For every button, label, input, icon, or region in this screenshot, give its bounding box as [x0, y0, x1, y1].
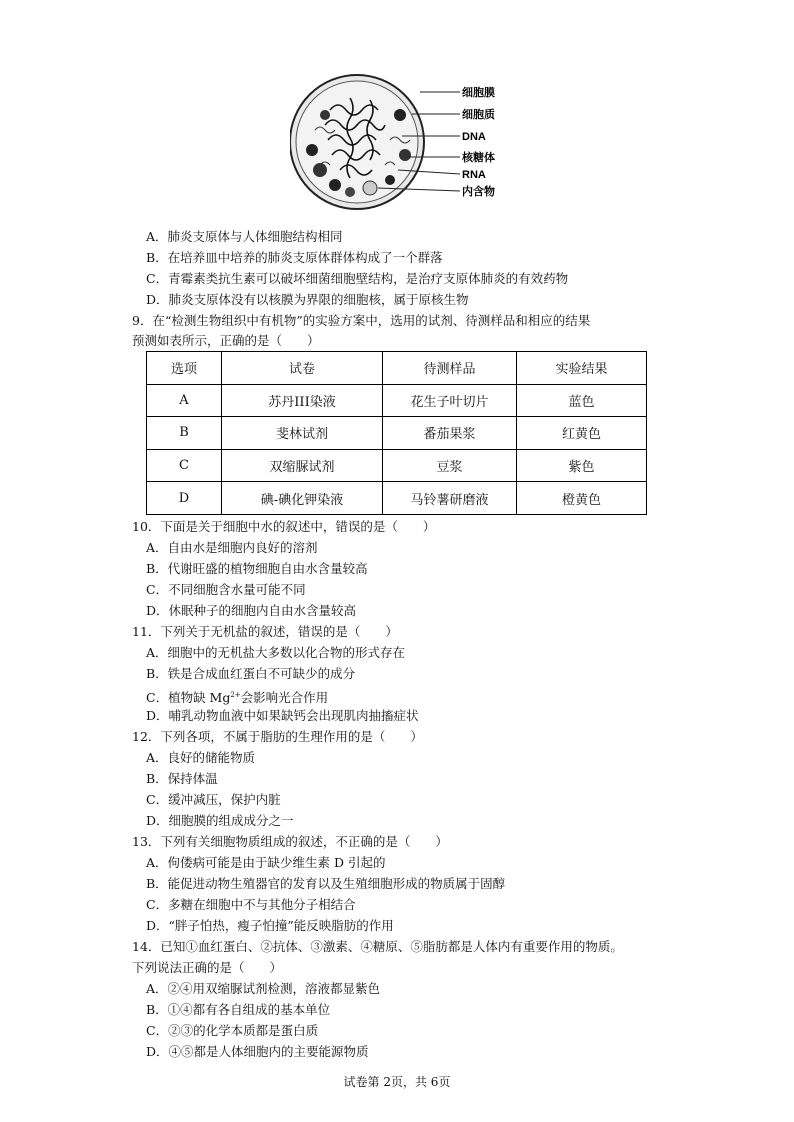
table-cell: A [147, 384, 222, 417]
ribosome-dot [385, 175, 395, 185]
table-row [147, 417, 647, 450]
table-cell: B [147, 417, 222, 450]
table-cell: 番茄果浆 [383, 417, 517, 450]
table-row [147, 384, 647, 417]
q8-option-b: B．在培养皿中培养的肺炎支原体群体构成了一个群落 [146, 250, 443, 265]
q14-stem: 14．已知①血红蛋白、②抗体、③激素、④糖原、⑤脂肪都是人体内有重要作用的物质。 [132, 939, 623, 954]
q14-option-b: B．①④都有各自组成的基本单位 [146, 1002, 331, 1017]
q11-option-a: A．细胞中的无机盐大多数以化合物的形式存在 [146, 645, 406, 660]
q8-option-c: C．青霉素类抗生素可以破坏细菌细胞壁结构，是治疗支原体肺炎的有效药物 [146, 271, 569, 286]
q13-option-c: C．多糖在细胞中不与其他分子相结合 [146, 897, 356, 912]
q14-stem-cont: 下列说法正确的是（ ） [132, 960, 283, 975]
table-header: 选项 [147, 352, 222, 385]
table-cell: 斐林试剂 [222, 417, 383, 450]
cytoplasm-shape [296, 81, 418, 203]
table-cell: C [147, 449, 222, 482]
page-footer: 试卷第 2页，共 6页 [343, 1075, 451, 1089]
table-cell: 橙黄色 [517, 482, 647, 515]
q13-option-b: B．能促进动物生殖器官的发育以及生殖细胞形成的物质属于固醇 [146, 876, 506, 891]
table-cell: 蓝色 [517, 384, 647, 417]
q11-option-c-tail: 会影响光合作用 [240, 690, 329, 706]
table-header: 实验结果 [517, 352, 647, 385]
ribosome-dot [306, 144, 318, 156]
q11-option-c [146, 687, 328, 706]
ribosome-dot [313, 163, 327, 177]
table-cell: 红黄色 [517, 417, 647, 450]
figure-label: RNA [462, 169, 486, 181]
q14-option-d: D．④⑤都是人体细胞内的主要能源物质 [146, 1044, 369, 1059]
q10-stem: 10．下面是关于细胞中水的叙述中，错误的是（ ） [132, 519, 436, 534]
ribosome-dot [399, 149, 411, 161]
table-header: 待测样品 [383, 352, 517, 385]
q10-option-b: B．代谢旺盛的植物细胞自由水含量较高 [146, 561, 368, 576]
inclusion-body [363, 181, 377, 195]
q13-option-d: D．“胖子怕热，瘦子怕撞”能反映脂肪的作用 [146, 918, 394, 933]
q14-option-c: C．②③的化学本质都是蛋白质 [146, 1023, 319, 1038]
q11-stem: 11．下列关于无机盐的叙述，错误的是（ ） [132, 624, 398, 639]
mycoplasma-cell-diagram [290, 70, 530, 220]
q12-option-b: B．保持体温 [146, 771, 218, 786]
table-header: 试卷 [222, 352, 383, 385]
table-cell: 马铃薯研磨液 [383, 482, 517, 515]
q12-option-d: D．细胞膜的组成成分之一 [146, 813, 294, 828]
table-cell: 碘-碘化钾染液 [222, 482, 383, 515]
table-row [147, 449, 647, 482]
q11-option-b: B．铁是合成血红蛋白不可缺少的成分 [146, 666, 356, 681]
q11-option-c-text: C．植物缺 Mg [146, 690, 231, 706]
q10-option-d: D．休眠种子的细胞内自由水含量较高 [146, 603, 357, 618]
superscript: 2+ [230, 691, 241, 699]
q9-stem: 9．在“检测生物组织中有机物”的实验方案中，选用的试剂、待测样品和相应的结果 [132, 313, 591, 328]
cell-diagram-svg [290, 70, 530, 220]
ribosome-dot [394, 109, 406, 121]
q8-option-d: D．肺炎支原体没有以核膜为界限的细胞核，属于原核生物 [146, 292, 469, 307]
q12-stem: 12．下列各项，不属于脂肪的生理作用的是（ ） [132, 729, 423, 744]
q12-option-a: A．良好的储能物质 [146, 750, 256, 765]
q9-stem-cont: 预测如表所示，正确的是（ ） [132, 333, 320, 348]
figure-label: 细胞膜 [462, 87, 495, 99]
ribosome-dot [345, 187, 355, 197]
figure-label: 核糖体 [462, 152, 495, 164]
table-header-row [147, 352, 647, 385]
q13-stem: 13．下列有关细胞物质组成的叙述，不正确的是（ ） [132, 834, 448, 849]
q13-option-a: A．佝偻病可能是由于缺少维生素 D 引起的 [146, 855, 386, 870]
figure-label: 细胞质 [462, 109, 495, 121]
table-cell: 花生子叶切片 [383, 384, 517, 417]
figure-label: 内含物 [462, 186, 495, 198]
table-row [147, 482, 647, 515]
ribosome-dot [329, 179, 341, 191]
q8-option-a: A．肺炎支原体与人体细胞结构相同 [146, 229, 343, 244]
table-cell: 豆浆 [383, 449, 517, 482]
q10-option-a: A．自由水是细胞内良好的溶剂 [146, 540, 318, 555]
q11-option-d: D．哺乳动物血液中如果缺钙会出现肌肉抽搐症状 [146, 708, 419, 723]
table-cell: 紫色 [517, 449, 647, 482]
q12-option-c: C．缓冲减压，保护内脏 [146, 792, 281, 807]
table-cell: 苏丹III染液 [222, 384, 383, 417]
q9-table [146, 351, 647, 515]
figure-label: DNA [462, 131, 486, 143]
ribosome-dot [320, 110, 330, 120]
q10-option-c: C．不同细胞含水量可能不同 [146, 582, 306, 597]
table-cell: 双缩脲试剂 [222, 449, 383, 482]
q14-option-a: A．②④用双缩脲试剂检测，溶液都显紫色 [146, 981, 381, 996]
table-cell: D [147, 482, 222, 515]
